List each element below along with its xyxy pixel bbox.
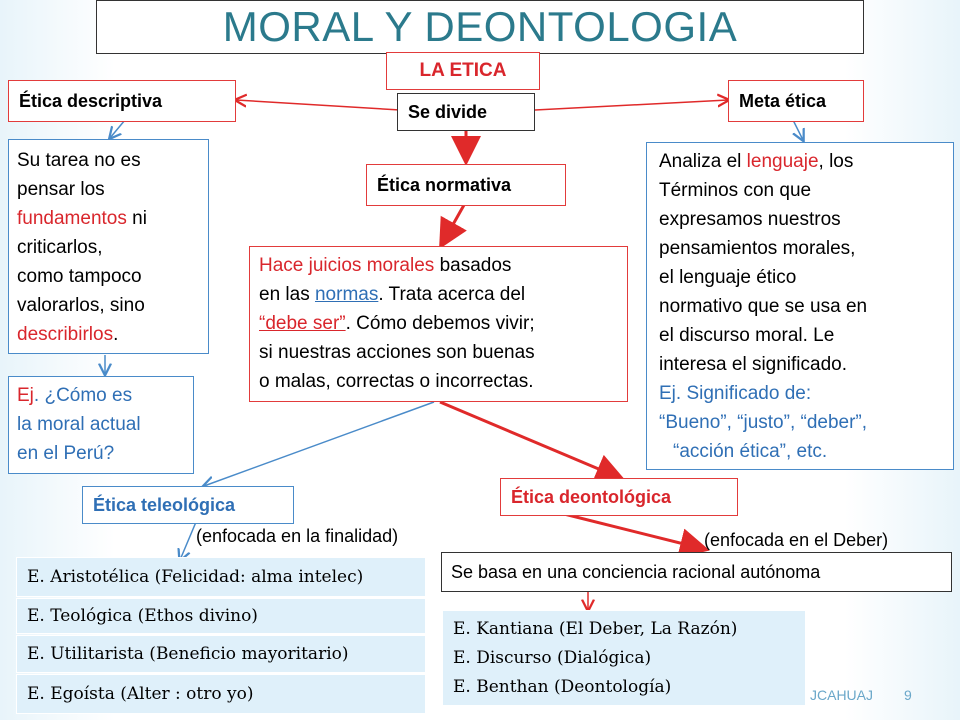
arrow-to-descriptiva bbox=[236, 100, 400, 110]
arrow-meta-text bbox=[793, 120, 803, 140]
lenguaje-word: lenguaje bbox=[746, 151, 819, 172]
meta-line bbox=[659, 147, 945, 176]
deontologica-label: Ética deontológica bbox=[511, 486, 672, 507]
deontologica-item: E. Benthan (Deontología) bbox=[453, 677, 672, 697]
meta-line: expresamos nuestros bbox=[659, 209, 841, 230]
page-title: MORAL Y DEONTOLOGIA bbox=[222, 3, 738, 50]
meta-label: Meta ética bbox=[739, 90, 827, 111]
footer-author: JCAHUAJ bbox=[810, 687, 874, 703]
arrow-to-normativa-text bbox=[442, 205, 464, 244]
descriptiva-line: como tampoco bbox=[17, 266, 142, 287]
normativa-text bbox=[249, 246, 628, 402]
divide-label: Se divide bbox=[408, 101, 488, 122]
example-line: en el Perú? bbox=[17, 443, 115, 464]
normativa-line bbox=[259, 280, 619, 309]
normativa-line bbox=[259, 251, 619, 280]
normativa-label: Ética normativa bbox=[377, 174, 512, 195]
teleologica-label: Ética teleológica bbox=[93, 494, 236, 515]
deontologica-basis bbox=[441, 552, 952, 592]
teleologica-node bbox=[82, 486, 294, 524]
deontologica-list bbox=[442, 610, 806, 706]
descriptiva-fragment: ni bbox=[126, 208, 147, 229]
descriptiva-line: valorarlos, sino bbox=[17, 295, 145, 316]
root-node bbox=[386, 52, 540, 90]
teleologica-note: (enfocada en la finalidad) bbox=[196, 526, 399, 546]
arrow-to-teleologica bbox=[204, 402, 434, 486]
descriptiva-text bbox=[8, 139, 209, 354]
example-line: la moral actual bbox=[17, 414, 141, 435]
normativa-line bbox=[259, 309, 619, 338]
meta-fragment: Analiza el bbox=[659, 151, 747, 172]
descriptiva-line bbox=[17, 320, 200, 349]
meta-line: “Bueno”, “justo”, “deber”, bbox=[659, 412, 868, 433]
teleologica-item: E. Egoísta (Alter : otro yo) bbox=[16, 674, 426, 714]
arrow-descriptiva-text bbox=[110, 120, 125, 138]
meta-line: Términos con que bbox=[659, 180, 812, 201]
meta-text bbox=[646, 142, 954, 470]
descriptiva-fragment: . bbox=[113, 324, 119, 345]
descriptiva-line: criticarlos, bbox=[17, 237, 103, 258]
teleologica-item: E. Utilitarista (Beneficio mayoritario) bbox=[16, 635, 426, 673]
deontologica-note: (enfocada en el Deber) bbox=[704, 530, 889, 550]
meta-line: el lenguaje ético bbox=[659, 267, 797, 288]
meta-node bbox=[728, 80, 864, 122]
descriptiva-node bbox=[8, 80, 236, 122]
descriptiva-line: pensar los bbox=[17, 179, 105, 200]
descriptiva-line bbox=[17, 204, 200, 233]
title-box bbox=[96, 0, 864, 54]
meta-line: interesa el significado. bbox=[659, 354, 847, 375]
teleologica-item: E. Teológica (Ethos divino) bbox=[16, 598, 426, 634]
arrow-to-meta bbox=[535, 100, 728, 110]
ej-label: Ej bbox=[659, 383, 676, 404]
descriptiva-label: Ética descriptiva bbox=[19, 90, 163, 111]
normas-word: normas bbox=[314, 284, 379, 305]
ej-label: Ej bbox=[17, 385, 34, 406]
example-fragment: . ¿Cómo es bbox=[33, 385, 133, 406]
meta-line: normativo que se usa en bbox=[659, 296, 868, 317]
teleologica-item: E. Aristotélica (Felicidad: alma intelec) bbox=[16, 557, 426, 597]
deontologica-item: E. Kantiana (El Deber, La Razón) bbox=[453, 619, 738, 639]
arrow-to-deontologica bbox=[440, 402, 620, 478]
meta-line: el discurso moral. Le bbox=[659, 325, 835, 346]
arrow-teleologica-list bbox=[180, 522, 196, 560]
page-number: 9 bbox=[904, 687, 912, 703]
describirlos-word: describirlos bbox=[17, 324, 114, 345]
deontologica-item: E. Discurso (Dialógica) bbox=[453, 648, 652, 668]
descriptiva-example bbox=[8, 376, 194, 474]
meta-line: pensamientos morales, bbox=[659, 238, 856, 259]
arrow-deontologica-basis bbox=[556, 512, 704, 549]
meta-fragment: . Significado de: bbox=[675, 383, 812, 404]
normativa-line: o malas, correctas o incorrectas. bbox=[259, 371, 534, 392]
normativa-fragment: . Trata acerca del bbox=[378, 284, 526, 305]
meta-fragment: , los bbox=[818, 151, 854, 172]
meta-line bbox=[659, 379, 945, 408]
basis-text: Se basa en una conciencia racional autónoma bbox=[451, 561, 821, 582]
normativa-fragment: . Cómo debemos vivir; bbox=[345, 313, 535, 334]
normativa-line: si nuestras acciones son buenas bbox=[259, 342, 535, 363]
descriptiva-line: Su tarea no es bbox=[17, 150, 141, 171]
normativa-fragment: basados bbox=[434, 255, 512, 276]
normativa-node bbox=[366, 164, 566, 206]
juicios-morales-text: Hace juicios morales bbox=[259, 255, 435, 276]
debe-ser-text: “debe ser” bbox=[259, 313, 346, 334]
fundamentos-word: fundamentos bbox=[17, 208, 127, 229]
meta-line: “acción ética”, etc. bbox=[673, 441, 828, 462]
divide-node bbox=[397, 93, 535, 131]
normativa-fragment: en las bbox=[259, 284, 315, 305]
example-line bbox=[17, 381, 185, 410]
deontologica-node bbox=[500, 478, 738, 516]
root-label: LA ETICA bbox=[419, 60, 507, 81]
